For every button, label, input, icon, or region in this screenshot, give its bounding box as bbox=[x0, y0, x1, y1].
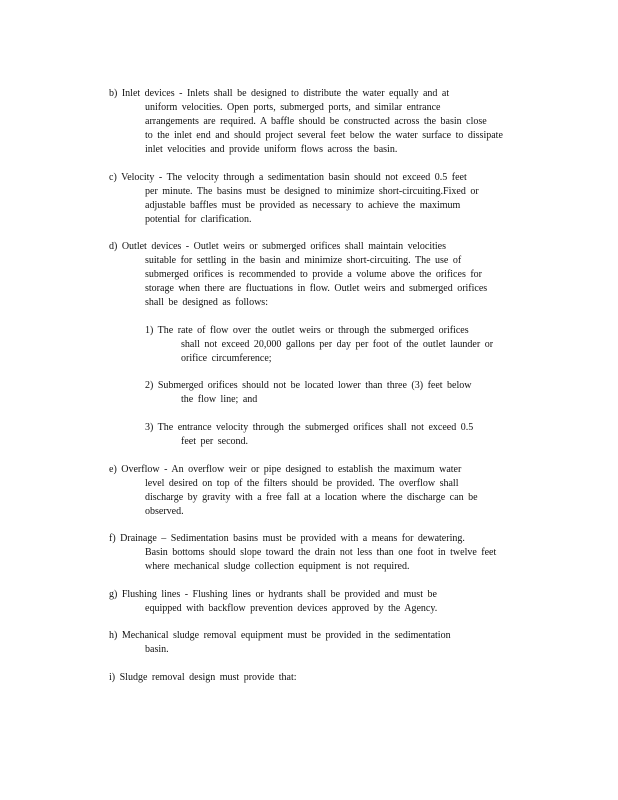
text-line: to the inlet end and should project several feet below the water surface to dissipate bbox=[145, 130, 503, 141]
text-line: uniform velocities. Open ports, submerged ports, and similar entrance bbox=[145, 102, 441, 113]
text-line: d) Outlet devices - Outlet weirs or submerged orifices shall maintain velocities bbox=[109, 241, 447, 252]
text-line: 2) Submerged orifices should not be located lower than three (3) feet below bbox=[145, 380, 472, 391]
text-line: the flow line; and bbox=[181, 394, 258, 405]
text-line: discharge by gravity with a free fall at a location where the discharge can be bbox=[145, 492, 478, 503]
text-line: Basin bottoms should slope toward the drain not less than one foot in twelve feet bbox=[145, 547, 497, 558]
text-line: where mechanical sludge collection equipment is not required. bbox=[145, 561, 410, 572]
text-line: 3) The entrance velocity through the submerged orifices shall not exceed 0.5 bbox=[145, 422, 474, 433]
text-line: submerged orifices is recommended to provide a volume above the orifices for bbox=[145, 269, 482, 280]
text-line: h) Mechanical sludge removal equipment must be provided in the sedimentation bbox=[109, 630, 451, 641]
text-line: inlet velocities and provide uniform flows across the basin. bbox=[145, 144, 398, 155]
text-line: basin. bbox=[145, 644, 169, 655]
text-line: adjustable baffles must be provided as necessary to achieve the maximum bbox=[145, 200, 461, 211]
text-line: 1) The rate of flow over the outlet weirs or through the submerged orifices bbox=[145, 325, 469, 336]
text-line: b) Inlet devices - Inlets shall be designed to distribute the water equally and at bbox=[109, 88, 450, 99]
text-line: feet per second. bbox=[181, 436, 249, 447]
text-line: c) Velocity - The velocity through a sedimentation basin should not exceed 0.5 feet bbox=[109, 172, 467, 183]
text-line: suitable for settling in the basin and minimize short-circuiting. The use of bbox=[145, 255, 462, 266]
text-line: level desired on top of the filters should be provided. The overflow shall bbox=[145, 478, 459, 489]
text-line: storage when there are fluctuations in flow. Outlet weirs and submerged orifices bbox=[145, 283, 488, 294]
text-line: equipped with backflow prevention devices approved by the Agency. bbox=[145, 603, 438, 614]
text-line: g) Flushing lines - Flushing lines or hydrants shall be provided and must be bbox=[109, 589, 437, 600]
text-line: per minute. The basins must be designed to minimize short-circuiting.Fixed or bbox=[145, 186, 479, 197]
text-line: shall not exceed 20,000 gallons per day per foot of the outlet launder or bbox=[181, 339, 494, 350]
text-line: e) Overflow - An overflow weir or pipe designed to establish the maximum water bbox=[109, 464, 462, 475]
text-line: i) Sludge removal design must provide that: bbox=[109, 672, 297, 683]
text-line: f) Drainage – Sedimentation basins must be provided with a means for dewatering. bbox=[109, 533, 465, 544]
text-line: shall be designed as follows: bbox=[145, 297, 268, 308]
text-line: potential for clarification. bbox=[145, 214, 252, 225]
text-line: observed. bbox=[145, 506, 184, 517]
text-line: arrangements are required. A baffle should be constructed across the basin close bbox=[145, 116, 487, 127]
text-line: orifice circumference; bbox=[181, 353, 272, 364]
